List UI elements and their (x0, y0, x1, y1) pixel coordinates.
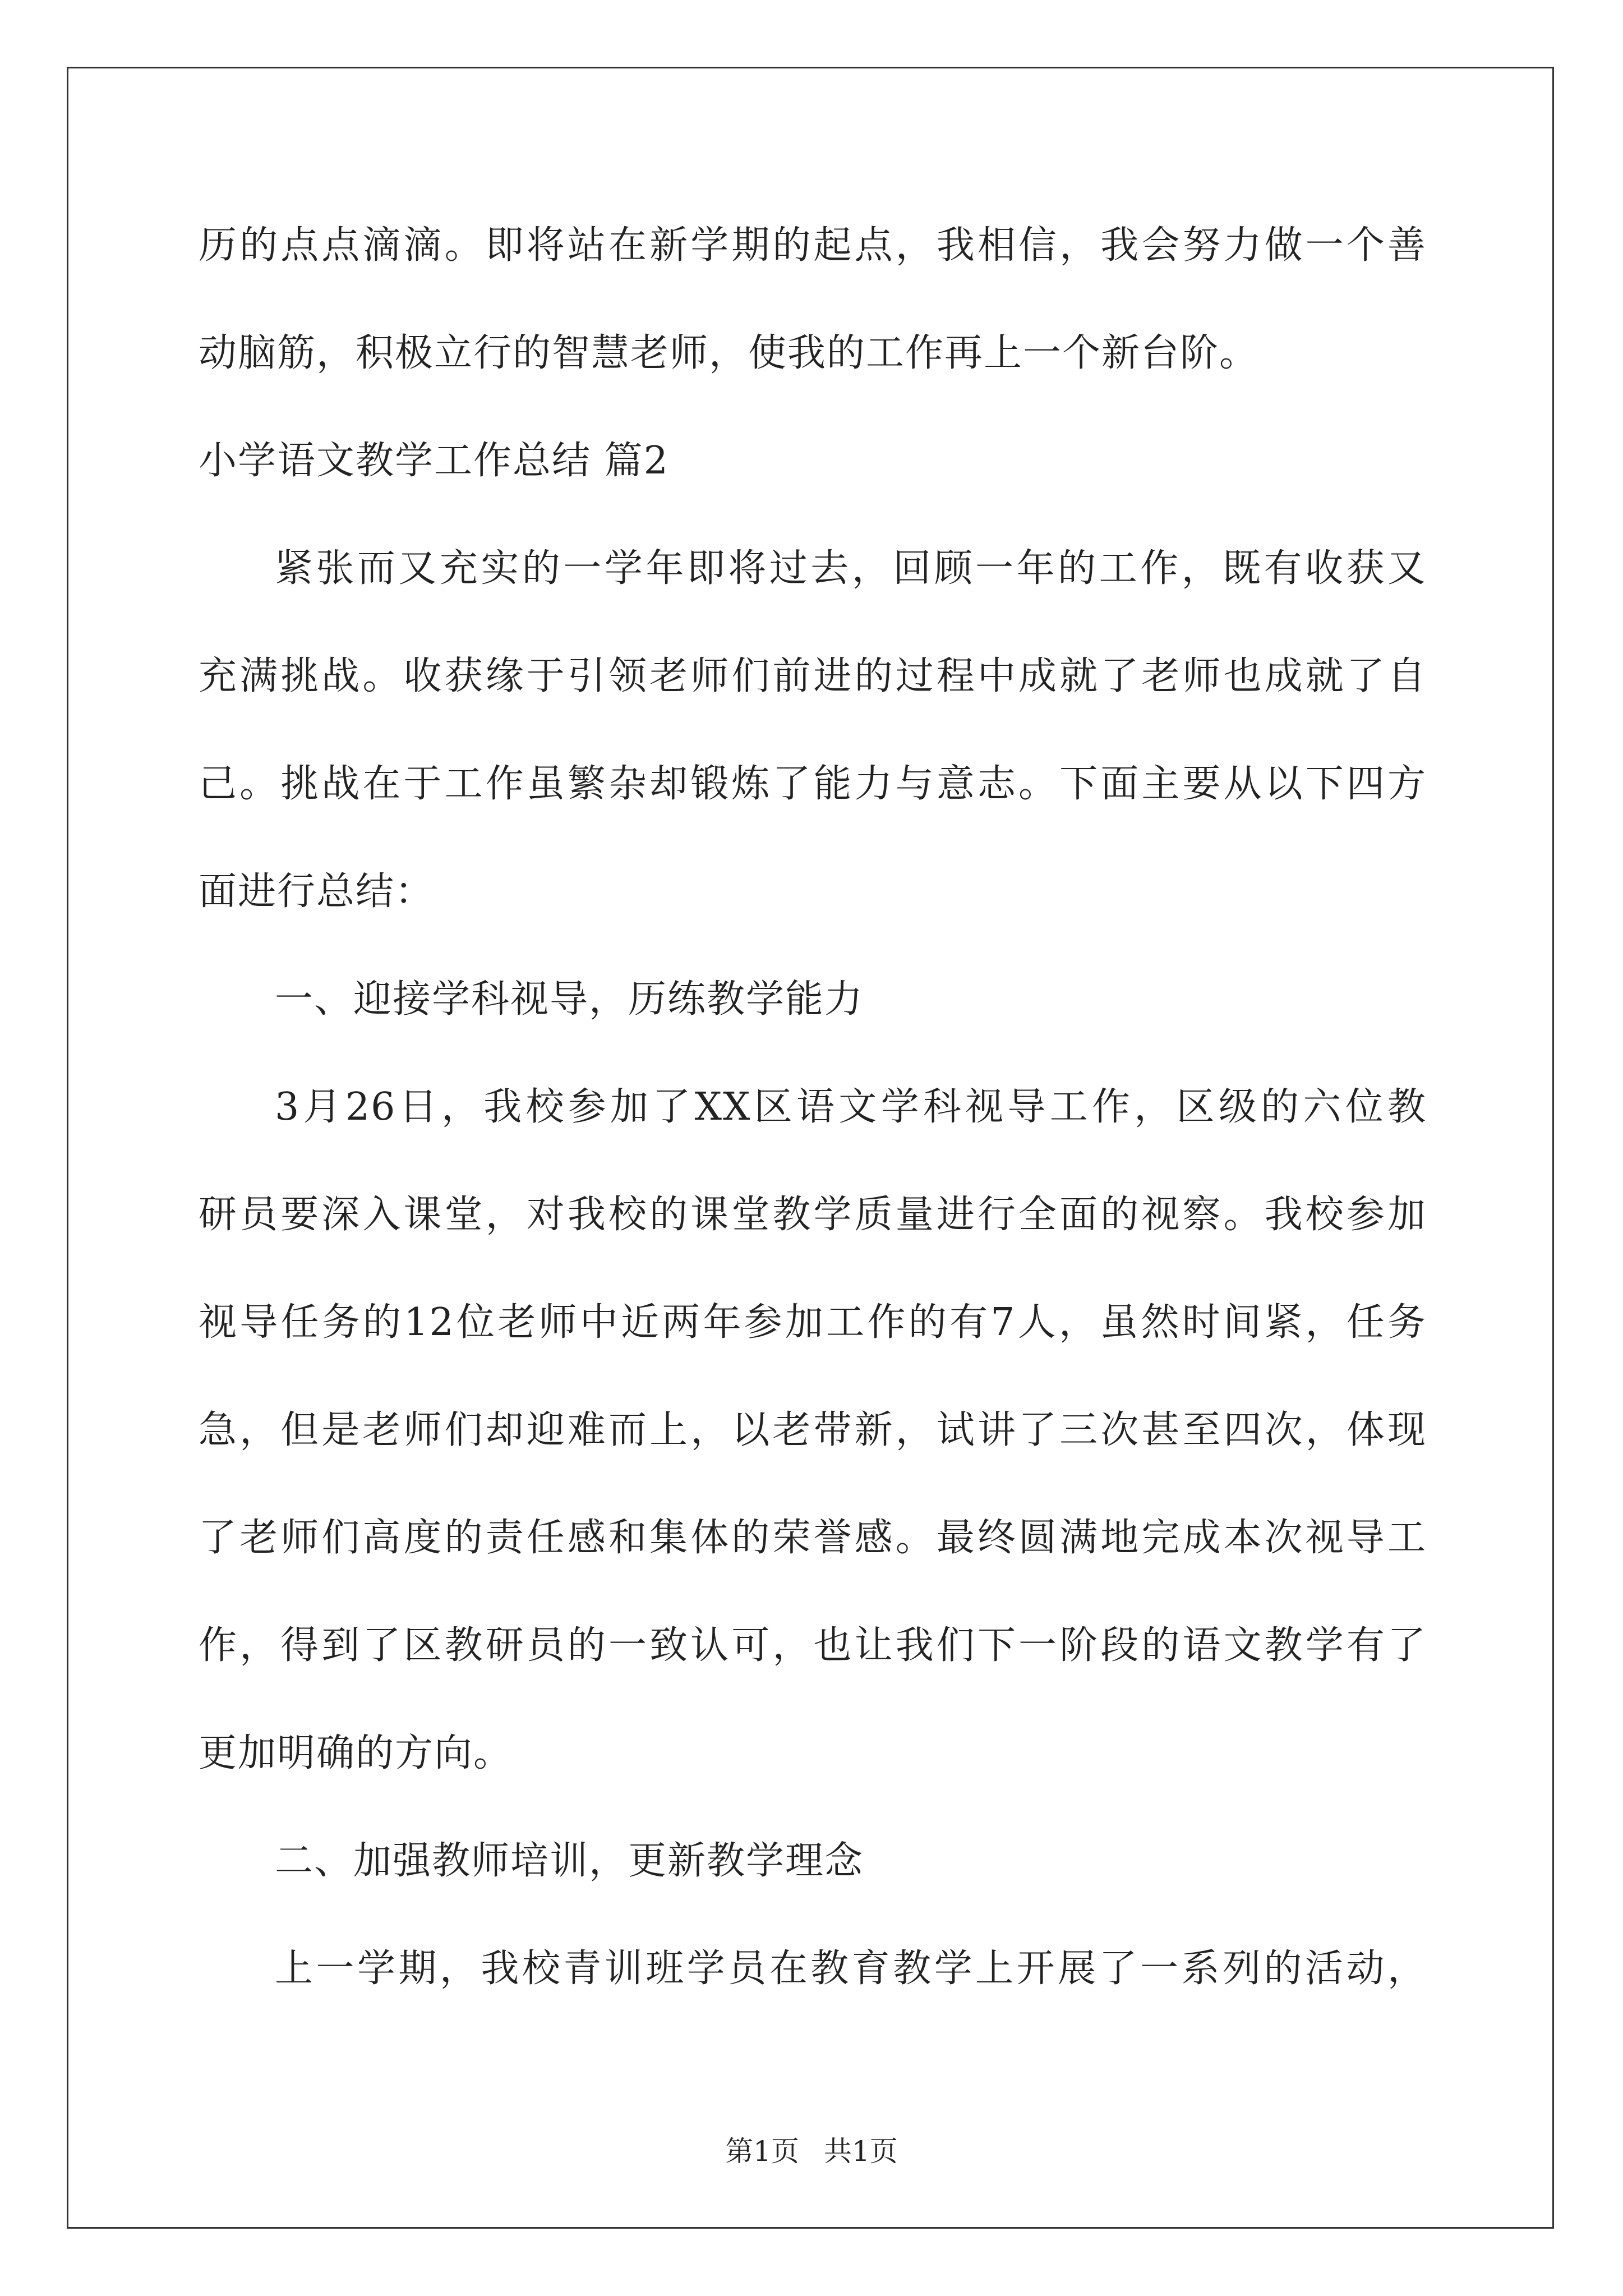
paragraph-line: 上一学期，我校青训班学员在教育教学上开展了一系列的活动， (275, 1947, 1427, 1991)
page-footer (0, 2134, 1623, 2168)
paragraph-line: 面进行总结： (199, 869, 435, 914)
paragraph-line: 3月26日，我校参加了XX区语文学科视导工作，区级的六位教 (275, 1085, 1427, 1129)
paragraph-line: 己。挑战在于工作虽繁杂却锻炼了能力与意志。下面主要从以下四方 (199, 762, 1427, 806)
paragraph-line: 充满挑战。收获缘于引领老师们前进的过程中成就了老师也成就了自 (199, 654, 1427, 698)
paragraph-line: 动脑筋，积极立行的智慧老师，使我的工作再上一个新台阶。 (199, 331, 1259, 375)
paragraph-line: 更加明确的方向。 (199, 1731, 513, 1775)
subsection-heading: 二、加强教师培训，更新教学理念 (275, 1839, 864, 1883)
paragraph-line: 作，得到了区教研员的一致认可，也让我们下一阶段的语文教学有了 (199, 1623, 1427, 1668)
paragraph-line: 急，但是老师们却迎难而上，以老带新，试讲了三次甚至四次，体现 (199, 1408, 1427, 1452)
paragraph-line: 了老师们高度的责任感和集体的荣誉感。最终圆满地完成本次视导工 (199, 1516, 1427, 1560)
page-number-total: 共1页 (824, 2135, 898, 2168)
page-number-current: 第1页 (725, 2135, 799, 2168)
paragraph-line: 紧张而又充实的一学年即将过去，回顾一年的工作，既有收获又 (275, 546, 1427, 591)
document-body (199, 219, 1427, 2050)
paragraph-line: 研员要深入课堂，对我校的课堂教学质量进行全面的视察。我校参加 (199, 1193, 1427, 1237)
paragraph-line: 视导任务的12位老师中近两年参加工作的有7人，虽然时间紧，任务 (199, 1300, 1427, 1345)
subsection-heading: 一、迎接学科视导，历练教学能力 (275, 977, 864, 1022)
section-heading: 小学语文教学工作总结 篇2 (199, 439, 669, 483)
paragraph-line: 历的点点滴滴。即将站在新学期的起点，我相信，我会努力做一个善 (199, 223, 1427, 268)
